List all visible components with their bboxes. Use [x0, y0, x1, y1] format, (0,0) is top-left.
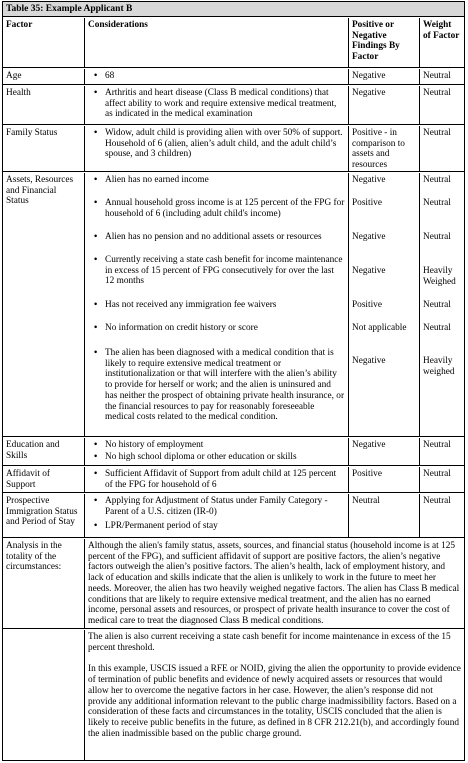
bullet-icon: • — [94, 71, 98, 81]
weight-value: Heavily weighed — [423, 356, 455, 377]
factor-label: Education and Skills — [3, 438, 85, 465]
bullet-icon: • — [94, 521, 98, 531]
header-findings: Positive or Negative Findings By Factor — [349, 18, 420, 67]
header-row — [3, 18, 464, 68]
findings-cell — [349, 173, 420, 436]
empty-factor-cell — [3, 630, 85, 761]
bullet-icon: • — [94, 348, 98, 358]
bullet-icon: • — [94, 300, 98, 310]
finding-value: Negative — [349, 438, 420, 465]
finding-value: Negative — [352, 356, 386, 366]
bullet-icon: • — [94, 128, 98, 138]
row-health — [3, 86, 464, 125]
considerations-cell — [85, 438, 349, 465]
bullet-icon: • — [94, 452, 98, 462]
weight-value: Neutral — [423, 232, 451, 242]
factor-label: Prospective Immigration Status and Period of Stay — [3, 494, 85, 537]
weight-value: Neutral — [423, 440, 451, 450]
consideration-item: No information on credit history or score — [105, 323, 258, 333]
finding-value: Not applicable — [352, 323, 407, 333]
consideration-item: Alien has no pension and no additional assets or resources — [105, 232, 322, 242]
finding-value: Negative — [352, 266, 386, 276]
bullet-icon: • — [94, 323, 98, 333]
consideration-item: Has not received any immigration fee waivers — [105, 300, 277, 310]
finding-value: Negative — [352, 232, 386, 242]
row-prospective — [3, 494, 464, 538]
consideration-item: Alien has no earned income — [105, 175, 209, 185]
finding-value: Positive - in comparison to assets and resources — [349, 126, 420, 171]
consideration-item: Arthritis and heart disease (Class B medical conditions) that affect ability to work and require extensive medical treatment, as indicated in the medical examination — [105, 88, 337, 120]
factor-label: Age — [3, 69, 85, 84]
considerations-cell — [85, 467, 349, 492]
finding-value: Positive — [349, 467, 420, 492]
weight-value: Neutral — [423, 198, 451, 208]
considerations-cell — [85, 126, 349, 171]
factor-label: Assets, Resources and Financial Status — [3, 173, 85, 436]
consideration-item: Applying for Adjustment of Status under Family Category - Parent of a U.S. citizen (IR-0) — [105, 496, 328, 517]
conclusion-cell — [85, 630, 464, 761]
row-family-status — [3, 126, 464, 172]
considerations-cell — [85, 69, 349, 84]
consideration-item: No history of employment — [105, 440, 204, 450]
consideration-item: Annual household gross income is at 125 percent of the FPG for household of 6 (including adult child's income) — [105, 198, 345, 219]
considerations-cell — [85, 173, 349, 436]
consideration-item: No high school diploma or other education or skills — [105, 452, 297, 462]
row-conclusion — [3, 630, 464, 761]
weight-value: Neutral — [423, 128, 451, 138]
factor-label: Analysis in the totality of the circumstances: — [3, 539, 85, 628]
row-analysis — [3, 539, 464, 629]
factor-label: Family Status — [3, 126, 85, 171]
analysis-text: Although the alien's family status, assets, sources, and financial status (household income is at 125 percent of the FPG), and sufficient affidavit of support are positive factors, the alien’s negative factors outweigh the alien’s positive factors. The alien’s health, lack of employment history, and lack of education and skills indicate that the alien is unlikely to work in the future to meet her needs. Moreover, the alien has two heavily weighed negative factors. The alien has Class B medical conditions that are likely to require extensive medical treatment, and the alien has no earned income, personal assets and resources, or prospect of private health insurance to cover the cost of medical care to treat the diagnosed Class B medical conditions. — [88, 541, 460, 626]
bullet-icon: • — [94, 198, 98, 208]
row-age — [3, 69, 464, 85]
bullet-icon: • — [94, 232, 98, 242]
weight-value: Heavily Weighed — [423, 266, 456, 287]
finding-value: Positive — [352, 300, 382, 310]
applicant-table — [2, 1, 465, 761]
considerations-cell — [85, 494, 349, 537]
consideration-item: Widow, adult child is providing alien with over 50% of support. Household of 6 (alien, alien’s adult child, and the adult child’s spouse, and 3 children) — [105, 128, 343, 160]
weight-value: Neutral — [423, 175, 451, 185]
row-education — [3, 438, 464, 466]
weight-value: Neutral — [423, 469, 451, 479]
bullet-icon: • — [94, 496, 98, 506]
row-assets — [3, 173, 464, 437]
finding-value: Neutral — [349, 494, 420, 537]
table-title: Table 35: Example Applicant B — [3, 2, 464, 17]
weight-value: Neutral — [423, 71, 451, 81]
finding-value: Negative — [352, 175, 386, 185]
finding-value: Negative — [349, 69, 420, 84]
header-considerations: Considerations — [85, 18, 349, 67]
weight-value: Neutral — [423, 88, 451, 98]
bullet-icon: • — [94, 88, 98, 98]
finding-value: Negative — [349, 86, 420, 124]
weight-value: Neutral — [423, 496, 451, 506]
factor-label: Affidavit of Support — [3, 467, 85, 492]
bullet-icon: • — [94, 255, 98, 265]
consideration-item: Sufficient Affidavit of Support from adult child at 125 percent of the FPG for household of 6 — [105, 469, 337, 490]
weights-cell — [420, 173, 464, 436]
bullet-icon: • — [94, 175, 98, 185]
weight-value: Neutral — [423, 300, 451, 310]
factor-label: Health — [3, 86, 85, 124]
considerations-cell — [85, 86, 349, 124]
header-weight: Weight of Factor — [423, 20, 460, 41]
bullet-icon: • — [94, 440, 98, 450]
consideration-item: Currently receiving a state cash benefit for income maintenance in excess of 15 percent of FPG consecutively for over the last 12 months — [105, 255, 343, 287]
header-factor: Factor — [3, 18, 85, 67]
conclusion-paragraph: The alien is also current receiving a state cash benefit for income maintenance in excess of the 15 percent threshold. — [88, 632, 451, 653]
finding-value: Positive — [352, 198, 382, 208]
conclusion-paragraph: In this example, USCIS issued a RFE or NOID, giving the alien the opportunity to provide evidence of termination of public benefits and evidence of newly acquired assets or resources that would allow her to overcome the negative factors in her case. However, the alien’s response did not provide any additional information relevant to the public charge inadmissibility factors. Based on a consideration of these facts and circumstances in the totality, USCIS concluded that the alien is likely to receive public benefits in the future, as defined in 8 CFR 212.21(b), and accordingly found the alien inadmissible based on the public charge ground. — [88, 664, 461, 739]
consideration-item: 68 — [105, 71, 115, 81]
consideration-item: The alien has been diagnosed with a medical condition that is likely to require extensive medical treatment or institutionalization or that will interfere with the alien’s ability to provide for herself or work; and the alien is uninsured and has neither the prospect of obtaining private health insurance, or the financial resources to pay for reasonably foreseeable medical costs related to the medical condition. — [105, 348, 345, 423]
row-affidavit — [3, 467, 464, 493]
weight-value: Neutral — [423, 323, 451, 333]
consideration-item: LPR/Permanent period of stay — [105, 521, 218, 531]
bullet-icon: • — [94, 469, 98, 479]
